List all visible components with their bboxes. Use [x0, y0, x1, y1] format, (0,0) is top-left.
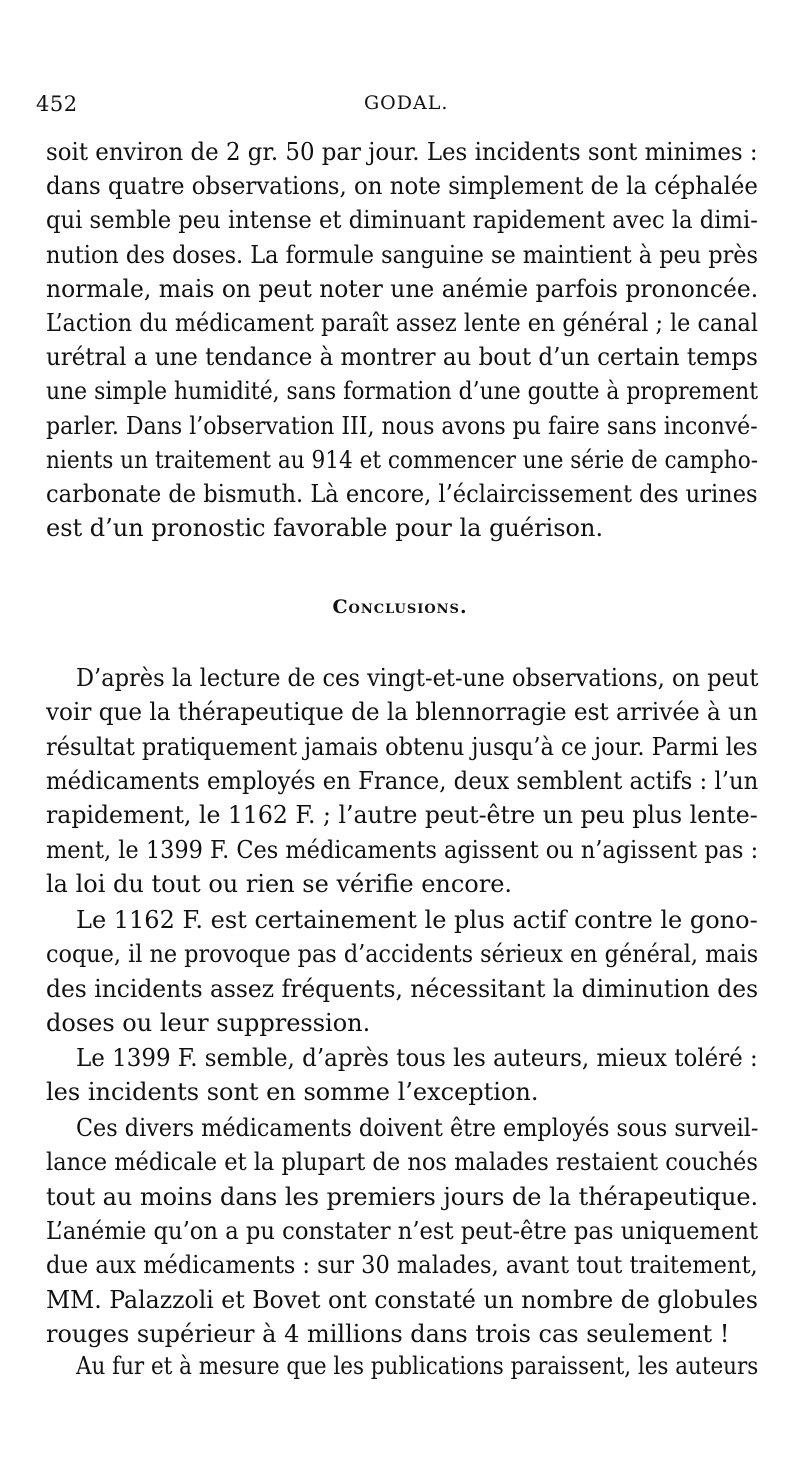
- text-line: la loi du tout ou rien se vérifie encore.: [46, 869, 513, 898]
- section-heading: Conclusions.: [332, 596, 468, 618]
- text-line: Ces divers médicaments doivent être employés sous surveil-: [76, 1114, 759, 1142]
- page-number: 452: [36, 92, 78, 116]
- text-line: nients un traitement au 914 et commencer une série de campho-: [46, 445, 759, 474]
- text-line: parler. Dans l’observation III, nous avons pu faire sans inconvé-: [46, 411, 758, 440]
- text-line: tout au moins dans les premiers jours de la thérapeutique.: [46, 1182, 759, 1211]
- text-line: lance médicale et la plupart de nos malades restaient couchés: [46, 1148, 758, 1177]
- text-line: D’après la lecture de ces vingt-et-une observations, on peut: [76, 664, 759, 692]
- text-line: coque, il ne provoque pas d’accidents sérieux en général, mais: [46, 940, 759, 969]
- text-line: des incidents assez fréquents, nécessitant la diminution des: [46, 974, 759, 1003]
- text-line: nution des doses. La formule sanguine se maintient à peu près: [46, 240, 759, 269]
- text-line: voir que la thérapeutique de la blennorragie est arrivée à un: [46, 698, 758, 727]
- text-line: résultat pratiquement jamais obtenu jusqu’à ce jour. Parmi les: [46, 732, 758, 761]
- text-line: MM. Palazzoli et Bovet ont constaté un nombre de globules: [46, 1285, 758, 1314]
- text-line: Au fur et à mesure que les publications paraissent, les auteurs: [76, 1352, 759, 1380]
- text-line: une simple humidité, sans formation d’une goutte à proprement: [46, 377, 759, 406]
- text-line: dans quatre observations, on note simplement de la céphalée: [46, 172, 758, 201]
- text-line: L’action du médicament paraît assez lente en général ; le canal: [46, 309, 758, 337]
- text-line: L’anémie qu’on a pu constater n’est peut-être pas uniquement: [46, 1216, 759, 1245]
- text-line: ment, le 1399 F. Ces médicaments agissent ou n’agissent pas :: [46, 835, 759, 864]
- text-line: urétral a une tendance à montrer au bout d’un certain temps: [46, 343, 758, 372]
- text-line: Le 1162 F. est certainement le plus actif contre le gono-: [76, 906, 758, 934]
- text-line: médicaments employés en France, deux semblent actifs : l’un: [46, 766, 759, 795]
- text-line: normale, mais on peut noter une anémie parfois prononcée.: [46, 274, 759, 303]
- text-line: Le 1399 F. semble, d’après tous les auteurs, mieux toléré :: [76, 1044, 758, 1072]
- text-line: les incidents sont en somme l’exception.: [46, 1078, 539, 1107]
- text-line: qui semble peu intense et diminuant rapidement avec la dimi-: [46, 206, 758, 235]
- running-title: GODAL.: [364, 92, 449, 114]
- text-line: carbonate de bismuth. Là encore, l’éclaircissement des urines: [46, 480, 758, 508]
- text-line: rouges supérieur à 4 millions dans trois cas seulement !: [46, 1319, 730, 1348]
- text-line: doses ou leur suppression.: [46, 1008, 371, 1037]
- text-line: due aux médicaments : sur 30 malades, avant tout traitement,: [46, 1251, 758, 1280]
- text-line: rapidement, le 1162 F. ; l’autre peut-être un peu plus lente-: [46, 801, 758, 830]
- text-line: soit environ de 2 gr. 50 par jour. Les incidents sont minimes :: [46, 138, 758, 166]
- text-line: est d’un pronostic favorable pour la guérison.: [46, 514, 604, 543]
